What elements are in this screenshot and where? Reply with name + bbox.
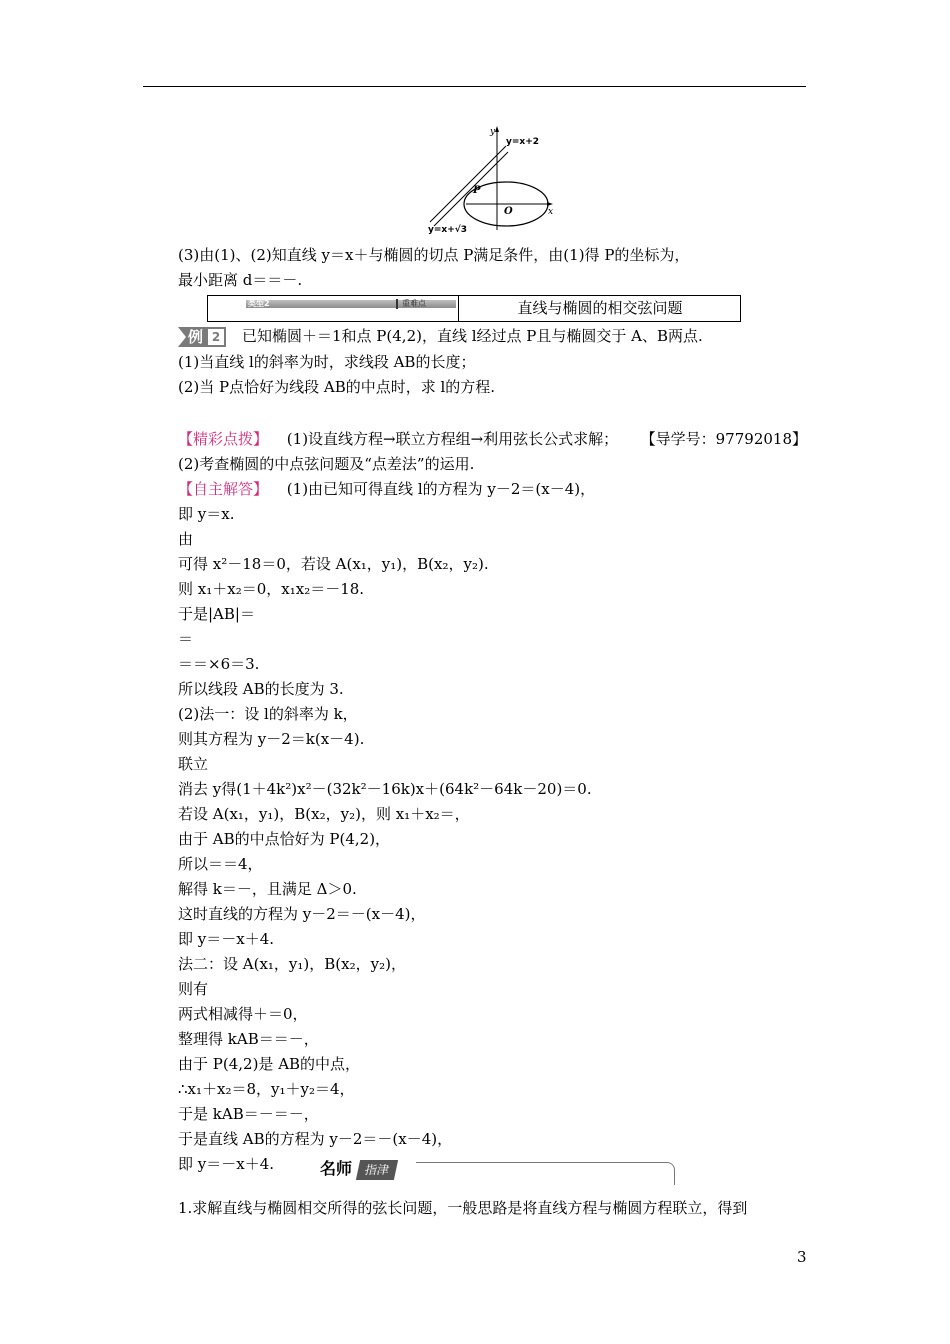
solution-line: 若设 A(x₁，y₁)，B(x₂，y₂)，则 x₁＋x₂＝， <box>178 805 470 823</box>
solution-line: ＝ <box>178 630 194 648</box>
solution-line: (2)法一：设 l的斜率为 k， <box>178 705 358 723</box>
text-line: 最小距离 d＝＝－. <box>178 271 303 289</box>
label-x: x <box>548 207 554 217</box>
solution-line: ∴x₁＋x₂＝8，y₁＋y₂＝4， <box>178 1080 355 1098</box>
type-title: 直线与椭圆的相交弦问题 <box>517 299 683 317</box>
solution-label: 【自主解答】 <box>178 480 269 498</box>
ellipse-figure <box>420 126 560 234</box>
type-divider <box>458 296 459 321</box>
mingshi-label: 名师 <box>320 1159 353 1178</box>
example-label: 例 <box>188 328 204 346</box>
solution-line: 即 y＝－x＋4. <box>178 1155 275 1173</box>
solution-line: 联立 <box>178 755 209 773</box>
example-number: 2 <box>208 329 224 345</box>
bottom-line: 1.求解直线与椭圆相交所得的弦长问题，一般思路是将直线方程与椭圆方程联立，得到 <box>178 1199 748 1217</box>
solution-line: 这时直线的方程为 y－2＝－(x－4)， <box>178 905 426 923</box>
label-y: y <box>490 127 496 137</box>
y-axis-arrow <box>495 126 499 132</box>
solution-line: 由于 P(4,2)是 AB的中点， <box>178 1055 361 1073</box>
solution-line: 由 <box>178 530 194 548</box>
example-statement: 已知椭圆＋＝1和点 P(4,2)，直线 l经过点 P且与椭圆交于 A、B两点. <box>242 327 703 345</box>
label-O: O <box>504 206 513 217</box>
solution-line: 整理得 kAB＝＝－， <box>178 1030 319 1048</box>
hint-text-1: (1)设直线方程→联立方程组→利用弦长公式求解； <box>286 430 619 448</box>
solution-line: 由于 AB的中点恰好为 P(4,2)， <box>178 830 391 848</box>
solution-line: 则有 <box>178 980 209 998</box>
solution-line: 法二：设 A(x₁，y₁)，B(x₂，y₂)， <box>178 955 406 973</box>
solution-line: ＝＝×6＝3. <box>178 655 260 673</box>
solution-line: (1)由已知可得直线 l的方程为 y－2＝(x－4)， <box>286 480 596 498</box>
example-badge <box>178 327 226 347</box>
example-question-2: (2)当 P点恰好为线段 AB的中点时，求 l的方程. <box>178 378 496 396</box>
solution-line: 消去 y得(1＋4k²)x²－(32k²－16k)x＋(64k²－64k－20)＝0. <box>178 780 592 798</box>
solution-first-line <box>178 477 595 502</box>
solution-line: 于是 kAB＝－＝－， <box>178 1105 319 1123</box>
solution-line: 于是|AB|＝ <box>178 605 255 623</box>
triangle-icon <box>178 327 186 347</box>
hint-line-2: (2)考查椭圆的中点弦问题及“点差法”的运用. <box>178 455 475 473</box>
page-number: 3 <box>797 1248 807 1266</box>
tangent-line <box>430 146 506 222</box>
type-tag-secondary: 重难点 <box>402 299 426 308</box>
header-rule <box>143 86 806 87</box>
solution-line: 可得 x²－18＝0，若设 A(x₁，y₁)，B(x₂，y₂). <box>178 555 489 573</box>
mingshi-header <box>320 1158 676 1186</box>
label-line-bottom: y=x+√3 <box>428 225 468 234</box>
type-box <box>207 295 741 322</box>
mingshi-badge: 指津 <box>356 1160 398 1180</box>
hint-label: 【精彩点拨】 <box>178 430 269 448</box>
example-question-1: (1)当直线 l的斜率为时，求线段 AB的长度； <box>178 353 476 371</box>
label-line-top: y=x+2 <box>506 137 540 147</box>
solution-line: 即 y＝－x＋4. <box>178 930 275 948</box>
solution-line: 于是直线 AB的方程为 y－2＝－(x－4)， <box>178 1130 453 1148</box>
type-tag: 类型2 <box>248 299 270 308</box>
type-separator <box>396 299 398 309</box>
solution-line: 两式相减得＋＝0， <box>178 1005 308 1023</box>
text-line: (3)由(1)、(2)知直线 y＝x＋与椭圆的切点 P满足条件，由(1)得 P的坐标为， <box>178 246 690 264</box>
label-P: P <box>473 185 481 196</box>
mingshi-frame <box>416 1162 675 1185</box>
solution-line: 解得 k＝－，且满足 Δ＞0. <box>178 880 357 898</box>
guide-number: 【导学号：97792018】 <box>640 430 807 448</box>
solution-line: 所以线段 AB的长度为 3. <box>178 680 344 698</box>
solution-line: 则 x₁＋x₂＝0，x₁x₂＝－18. <box>178 580 365 598</box>
solution-line: 则其方程为 y－2＝k(x－4). <box>178 730 365 748</box>
solution-line: 即 y＝x. <box>178 505 235 523</box>
hint-line-1 <box>178 427 618 452</box>
type-bar <box>246 300 456 308</box>
solution-line: 所以＝＝4， <box>178 855 263 873</box>
